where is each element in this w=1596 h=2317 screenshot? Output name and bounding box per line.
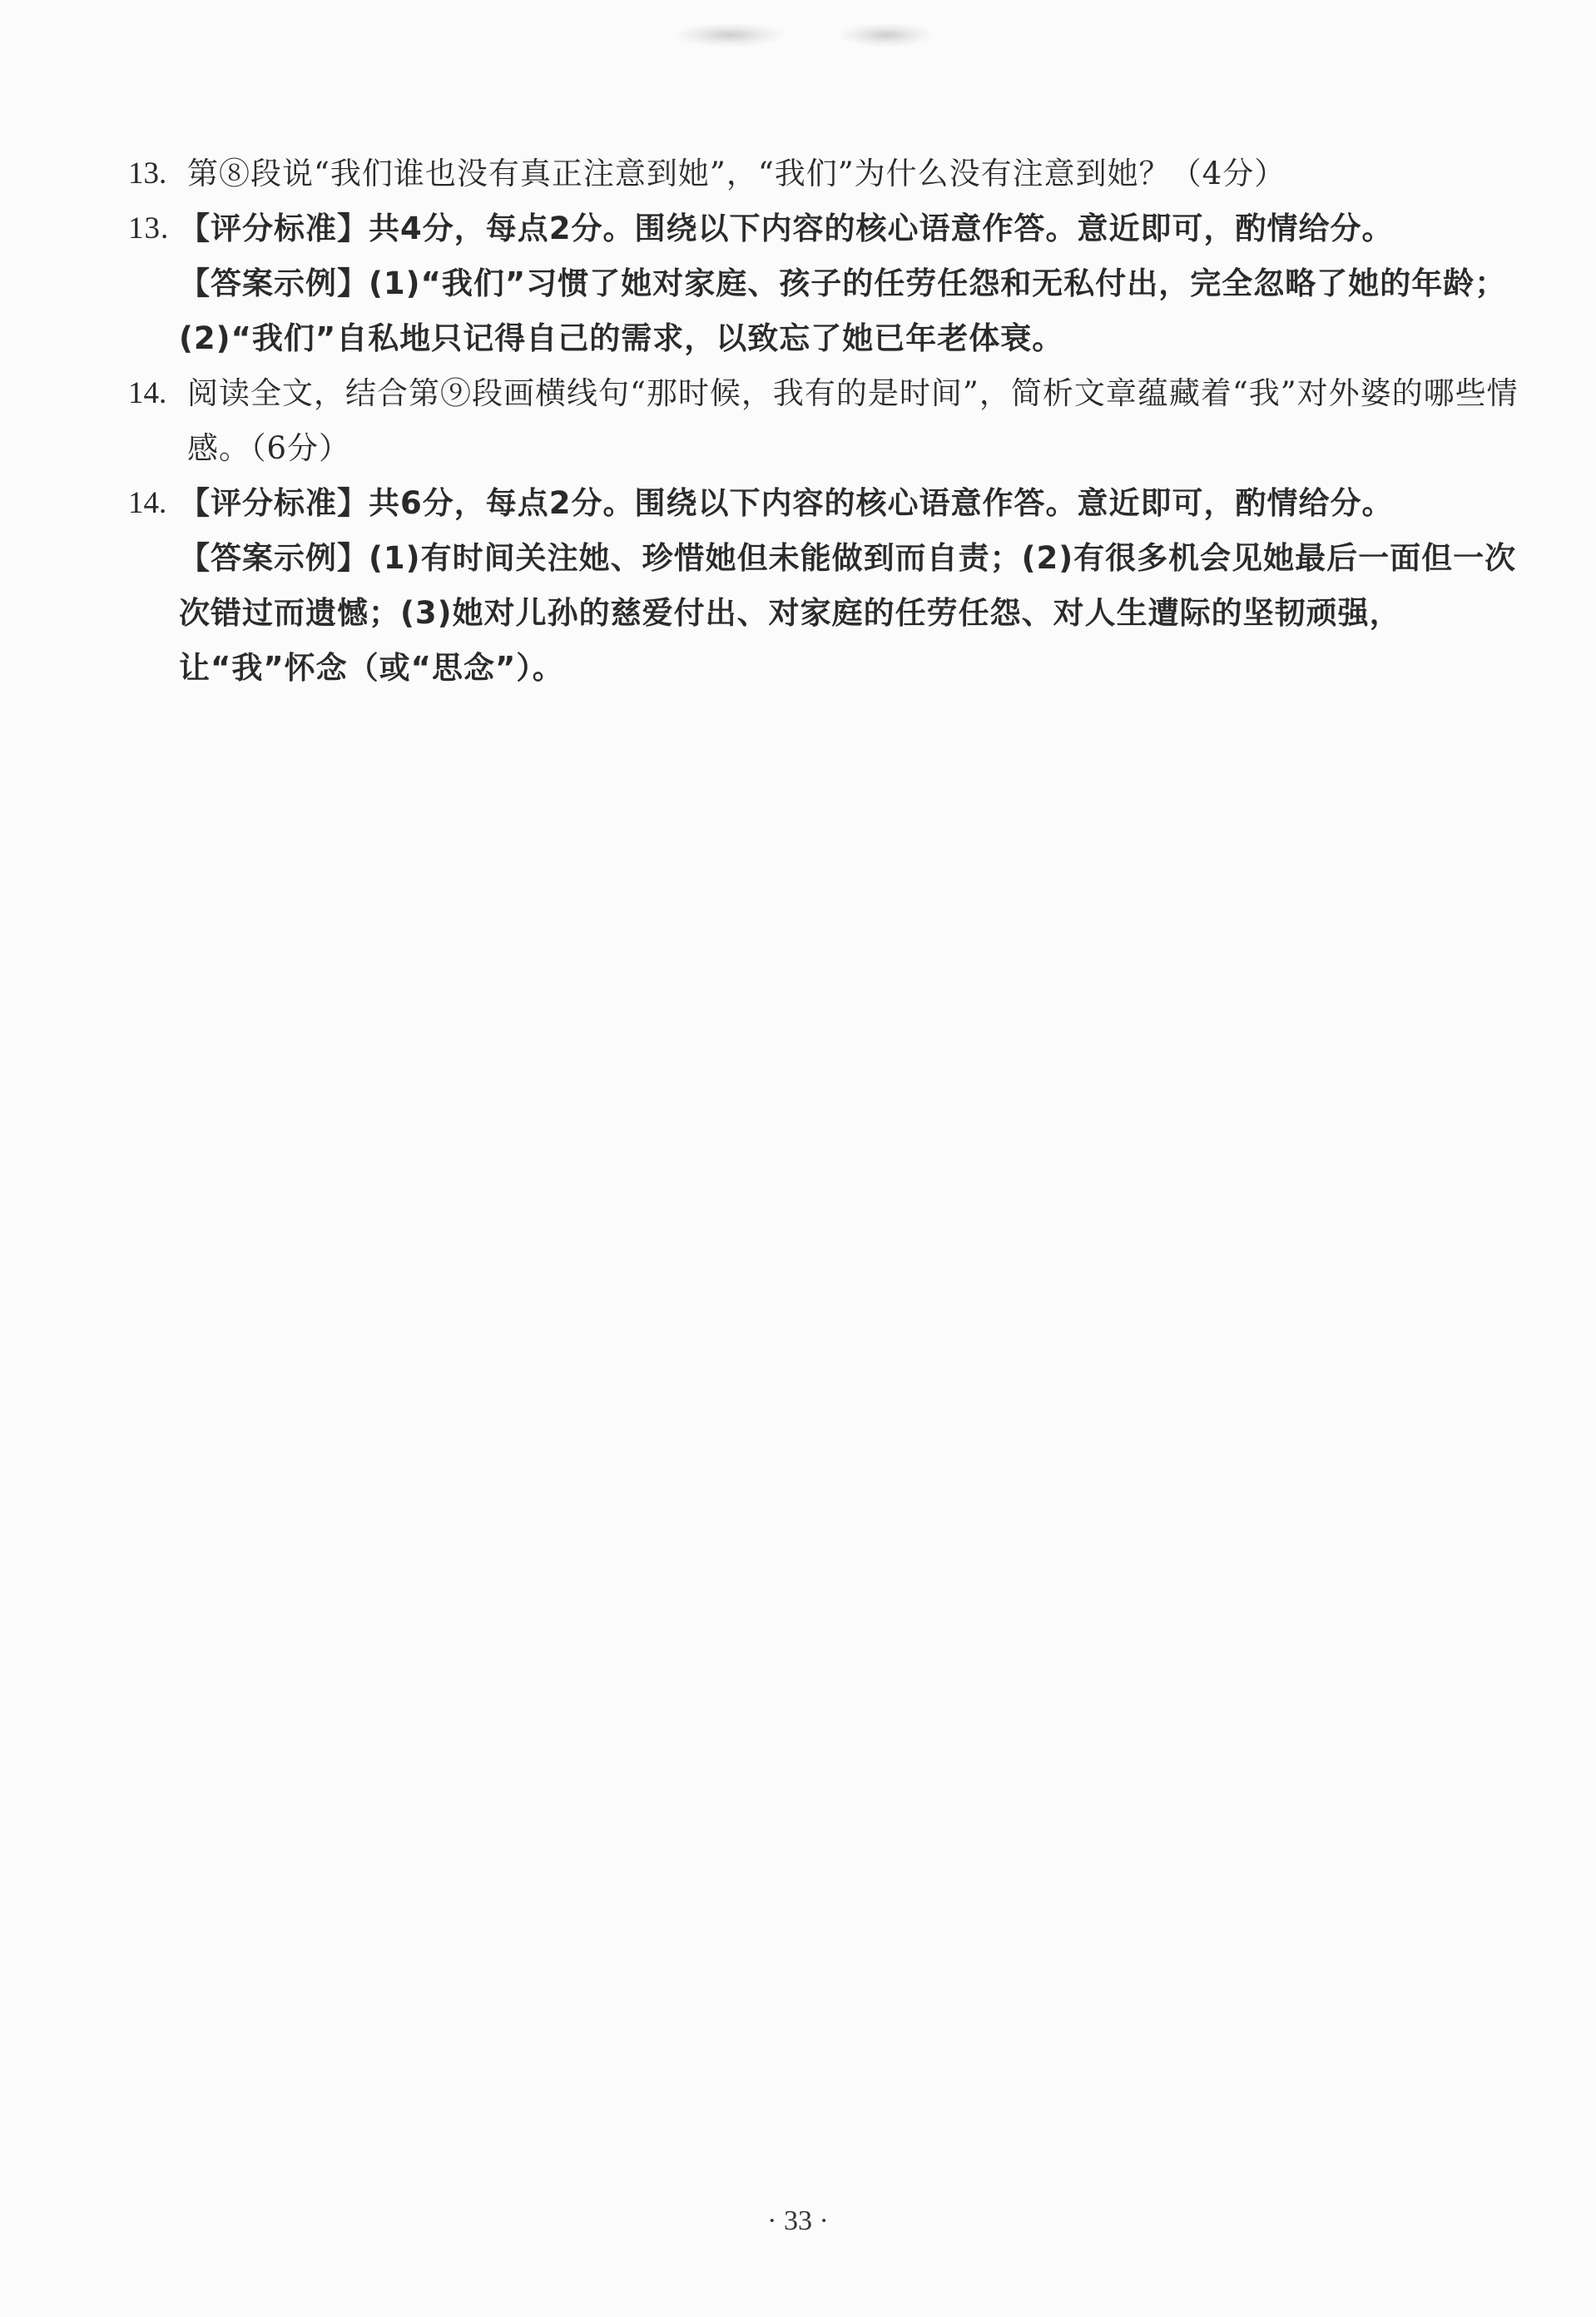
page-number: · 33 · — [767, 2205, 829, 2236]
question-number: 13. — [128, 156, 167, 191]
answer-example: 【答案示例】(1)“我们”习惯了她对家庭、孩子的任劳任怨和无私付出，完全忽略了她的年龄；(2)“我们”自私地只记得自己的需求，以致忘了她已年老体衰。 — [179, 265, 1507, 356]
question-text: 阅读全文，结合第⑨段画横线句“那时候，我有的是时间”，简析文章蕴藏着“我”对外婆的哪些情感。（6分） — [187, 375, 1519, 466]
scoring-standard: 【评分标准】共4分，每点2分。围绕以下内容的核心语意作答。意近即可，酌情给分。 — [179, 211, 1394, 246]
answer-14 — [128, 476, 1519, 696]
answer-13 — [128, 201, 1519, 366]
answer-number: 13. — [128, 211, 170, 246]
question-13 — [128, 146, 1519, 201]
scoring-standard: 【评分标准】共6分，每点2分。围绕以下内容的核心语意作答。意近即可，酌情给分。 — [179, 485, 1394, 521]
scan-smudge — [676, 23, 784, 47]
question-14 — [128, 366, 1519, 476]
answer-example: 【答案示例】(1)有时间关注她、珍惜她但未能做到而自责；(2)有很多机会见她最后一面但一次次错过而遗憾；(3)她对儿孙的慈爱付出、对家庭的任劳任怨、对人生遭际的坚韧顽强，让“我”怀念（或“思念”）。 — [179, 540, 1517, 686]
answer-key-content — [128, 146, 1519, 696]
question-number: 14. — [128, 376, 167, 410]
question-text: 第⑧段说“我们谁也没有真正注意到她”，“我们”为什么没有注意到她？（4分） — [187, 156, 1286, 191]
answer-number: 14. — [128, 486, 167, 520]
scan-smudge — [840, 23, 932, 47]
